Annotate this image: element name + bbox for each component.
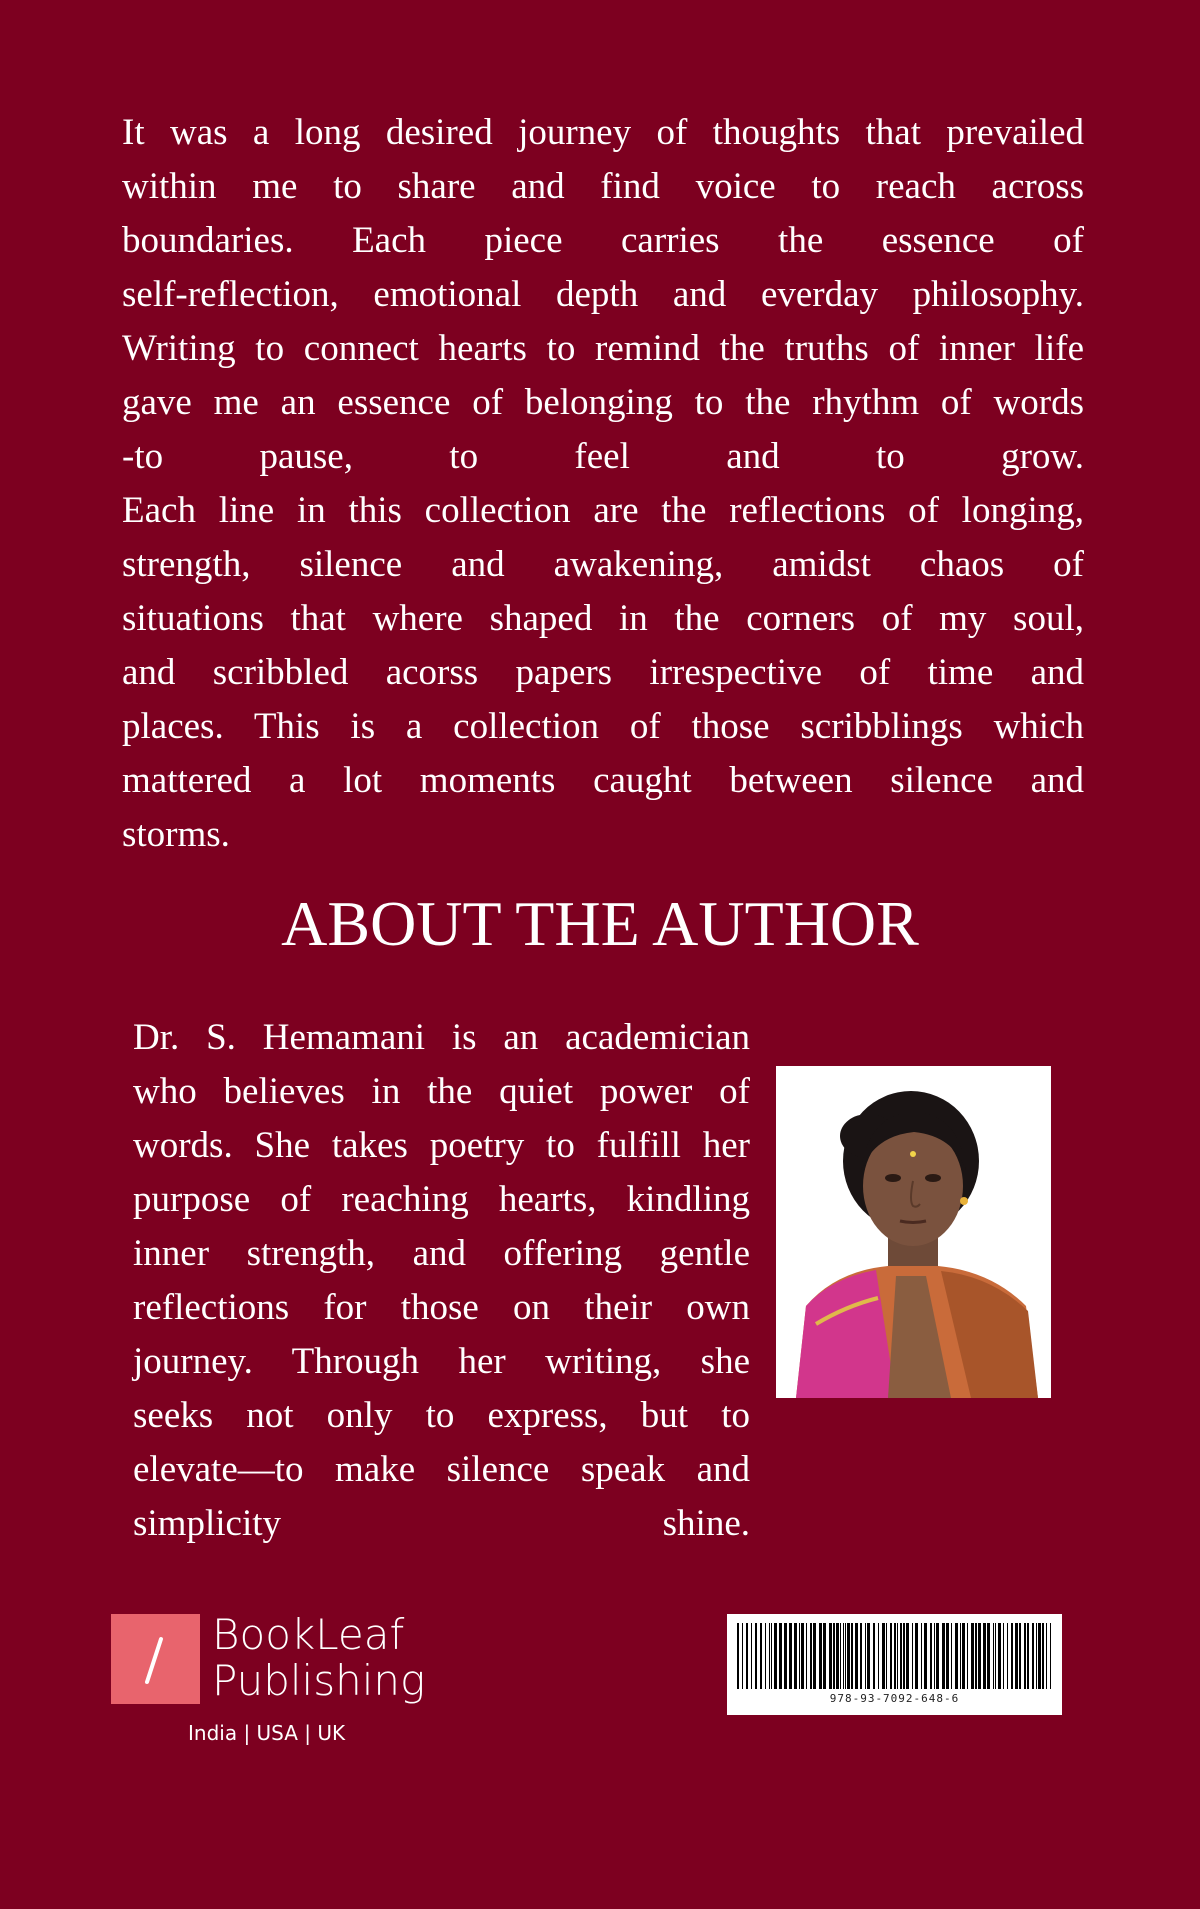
barcode-bar xyxy=(760,1623,762,1689)
barcode-bar xyxy=(878,1623,879,1689)
blurb-line: within me to share and find voice to reach across xyxy=(122,166,1084,207)
barcode-bar xyxy=(755,1623,757,1689)
barcode-bar xyxy=(751,1623,752,1689)
barcode-bar xyxy=(1032,1623,1034,1689)
barcode-bar xyxy=(843,1623,844,1689)
barcode-bar xyxy=(771,1623,772,1689)
barcode-bar xyxy=(983,1623,986,1689)
barcode-bar xyxy=(951,1623,952,1689)
isbn-number: 978-93-7092-648-6 xyxy=(829,1692,960,1705)
bio-line: reflections for those on their own xyxy=(133,1287,750,1328)
bio-line: journey. Through her writing, she xyxy=(133,1341,750,1382)
barcode-bar xyxy=(936,1623,939,1689)
barcode-bar xyxy=(851,1623,853,1689)
barcode-bar xyxy=(1027,1623,1029,1689)
barcode-bar xyxy=(930,1623,932,1689)
barcode-bar xyxy=(801,1623,804,1689)
barcode-bar xyxy=(1046,1623,1047,1689)
barcode-bar xyxy=(873,1623,875,1689)
barcode-bar xyxy=(960,1623,961,1689)
barcode-bar xyxy=(942,1623,945,1689)
barcode-bar xyxy=(921,1623,922,1689)
bio-line: purpose of reaching hearts, kindling xyxy=(133,1179,750,1220)
barcode-bar xyxy=(915,1623,918,1689)
barcode-bar xyxy=(955,1623,958,1689)
barcode-bar xyxy=(765,1623,766,1689)
barcode-bar xyxy=(737,1623,739,1689)
barcode-bar xyxy=(845,1623,846,1689)
barcode-bar xyxy=(774,1623,777,1689)
blurb-line: It was a long desired journey of thoughts that prevailed xyxy=(122,112,1084,153)
blurb-line: strength, silence and awakening, amidst chaos of xyxy=(122,544,1084,585)
barcode-bars xyxy=(735,1623,1054,1689)
barcode-bar xyxy=(897,1623,898,1689)
barcode-bar xyxy=(903,1623,905,1689)
barcode-bar xyxy=(894,1623,896,1689)
barcode-bar xyxy=(784,1623,787,1689)
barcode-bar xyxy=(975,1623,977,1689)
bio-line: inner strength, and offering gentle xyxy=(133,1233,750,1274)
barcode-bar xyxy=(1038,1623,1041,1689)
barcode-bar xyxy=(847,1623,850,1689)
isbn-barcode xyxy=(727,1614,1062,1715)
barcode-bar xyxy=(823,1623,826,1689)
barcode-bar xyxy=(1036,1623,1037,1689)
barcode-bar xyxy=(946,1623,949,1689)
blurb-line: and scribbled acorss papers irrespective of time and xyxy=(122,652,1084,693)
publisher-regions: India | USA | UK xyxy=(188,1721,346,1745)
barcode-bar xyxy=(865,1623,866,1689)
barcode-bar xyxy=(962,1623,965,1689)
barcode-bar xyxy=(900,1623,902,1689)
barcode-bar xyxy=(779,1623,782,1689)
barcode-bar xyxy=(1003,1623,1004,1689)
blurb-line: storms. xyxy=(122,814,230,855)
bio-line: seeks not only to express, but to xyxy=(133,1395,750,1436)
barcode-bar xyxy=(860,1623,862,1689)
barcode-bar xyxy=(1050,1623,1051,1689)
barcode-bar xyxy=(855,1623,858,1689)
publisher-logo-mark xyxy=(111,1614,200,1704)
bio-line: who believes in the quiet power of xyxy=(133,1071,750,1112)
publisher-name-line1: BookLeaf xyxy=(212,1610,405,1659)
barcode-bar xyxy=(789,1623,792,1689)
barcode-bar xyxy=(934,1623,935,1689)
barcode-bar xyxy=(810,1623,812,1689)
barcode-bar xyxy=(833,1623,835,1689)
bio-line: Dr. S. Hemamani is an academician xyxy=(133,1017,750,1058)
bio-line: elevate—to make silence speak and xyxy=(133,1449,750,1490)
barcode-bar xyxy=(867,1623,870,1689)
barcode-bar xyxy=(890,1623,892,1689)
blurb-line: mattered a lot moments caught between silence and xyxy=(122,760,1084,801)
barcode-bar xyxy=(967,1623,968,1689)
blurb-line: situations that where shaped in the corners of my soul, xyxy=(122,598,1084,639)
barcode-bar xyxy=(924,1623,927,1689)
bio-line: simplicity shine. xyxy=(133,1503,750,1544)
barcode-bar xyxy=(882,1623,885,1689)
barcode-bar xyxy=(971,1623,974,1689)
barcode-bar xyxy=(806,1623,807,1689)
barcode-bar xyxy=(769,1623,770,1689)
publisher-logo xyxy=(111,1610,451,1754)
barcode-bar xyxy=(1042,1623,1044,1689)
author-bio xyxy=(133,1011,750,1551)
barcode-bar xyxy=(1019,1623,1021,1689)
barcode-bar xyxy=(840,1623,841,1689)
barcode-bar xyxy=(742,1623,743,1689)
blurb-line: Writing to connect hearts to remind the truths of inner life xyxy=(122,328,1084,369)
barcode-bar xyxy=(813,1623,816,1689)
barcode-bar xyxy=(799,1623,800,1689)
barcode-bar xyxy=(1024,1623,1026,1689)
blurb-line: self-reflection, emotional depth and everday philosophy. xyxy=(122,274,1084,315)
barcode-bar xyxy=(886,1623,887,1689)
about-author-heading: ABOUT THE AUTHOR xyxy=(281,888,919,959)
blurb-line: -to pause, to feel and to grow. xyxy=(122,436,1084,477)
blurb-line: places. This is a collection of those scribblings which xyxy=(122,706,1084,747)
blurb-line: Each line in this collection are the reflections of longing, xyxy=(122,490,1084,531)
barcode-bar xyxy=(836,1623,839,1689)
blurb-line: gave me an essence of belonging to the rhythm of words xyxy=(122,382,1084,423)
slash-icon xyxy=(111,1614,200,1704)
barcode-bar xyxy=(1007,1623,1008,1689)
barcode-bar xyxy=(978,1623,981,1689)
blurb-line: boundaries. Each piece carries the essence of xyxy=(122,220,1084,261)
barcode-bar xyxy=(1011,1623,1013,1689)
barcode-bar xyxy=(906,1623,909,1689)
barcode-bar xyxy=(987,1623,990,1689)
barcode-bar xyxy=(993,1623,994,1689)
barcode-bar xyxy=(912,1623,913,1689)
author-photo xyxy=(776,1066,1051,1398)
barcode-bar xyxy=(998,1623,1001,1689)
barcode-bar xyxy=(995,1623,996,1689)
barcode-bar xyxy=(1015,1623,1018,1689)
barcode-bar xyxy=(746,1623,748,1689)
publisher-name-line2: Publishing xyxy=(212,1656,426,1705)
author-portrait-illustration xyxy=(776,1066,1051,1398)
bio-line: words. She takes poetry to fulfill her xyxy=(133,1125,750,1166)
barcode-bar xyxy=(819,1623,822,1689)
back-cover-blurb xyxy=(122,106,1084,862)
barcode-bar xyxy=(794,1623,797,1689)
barcode-bar xyxy=(829,1623,832,1689)
